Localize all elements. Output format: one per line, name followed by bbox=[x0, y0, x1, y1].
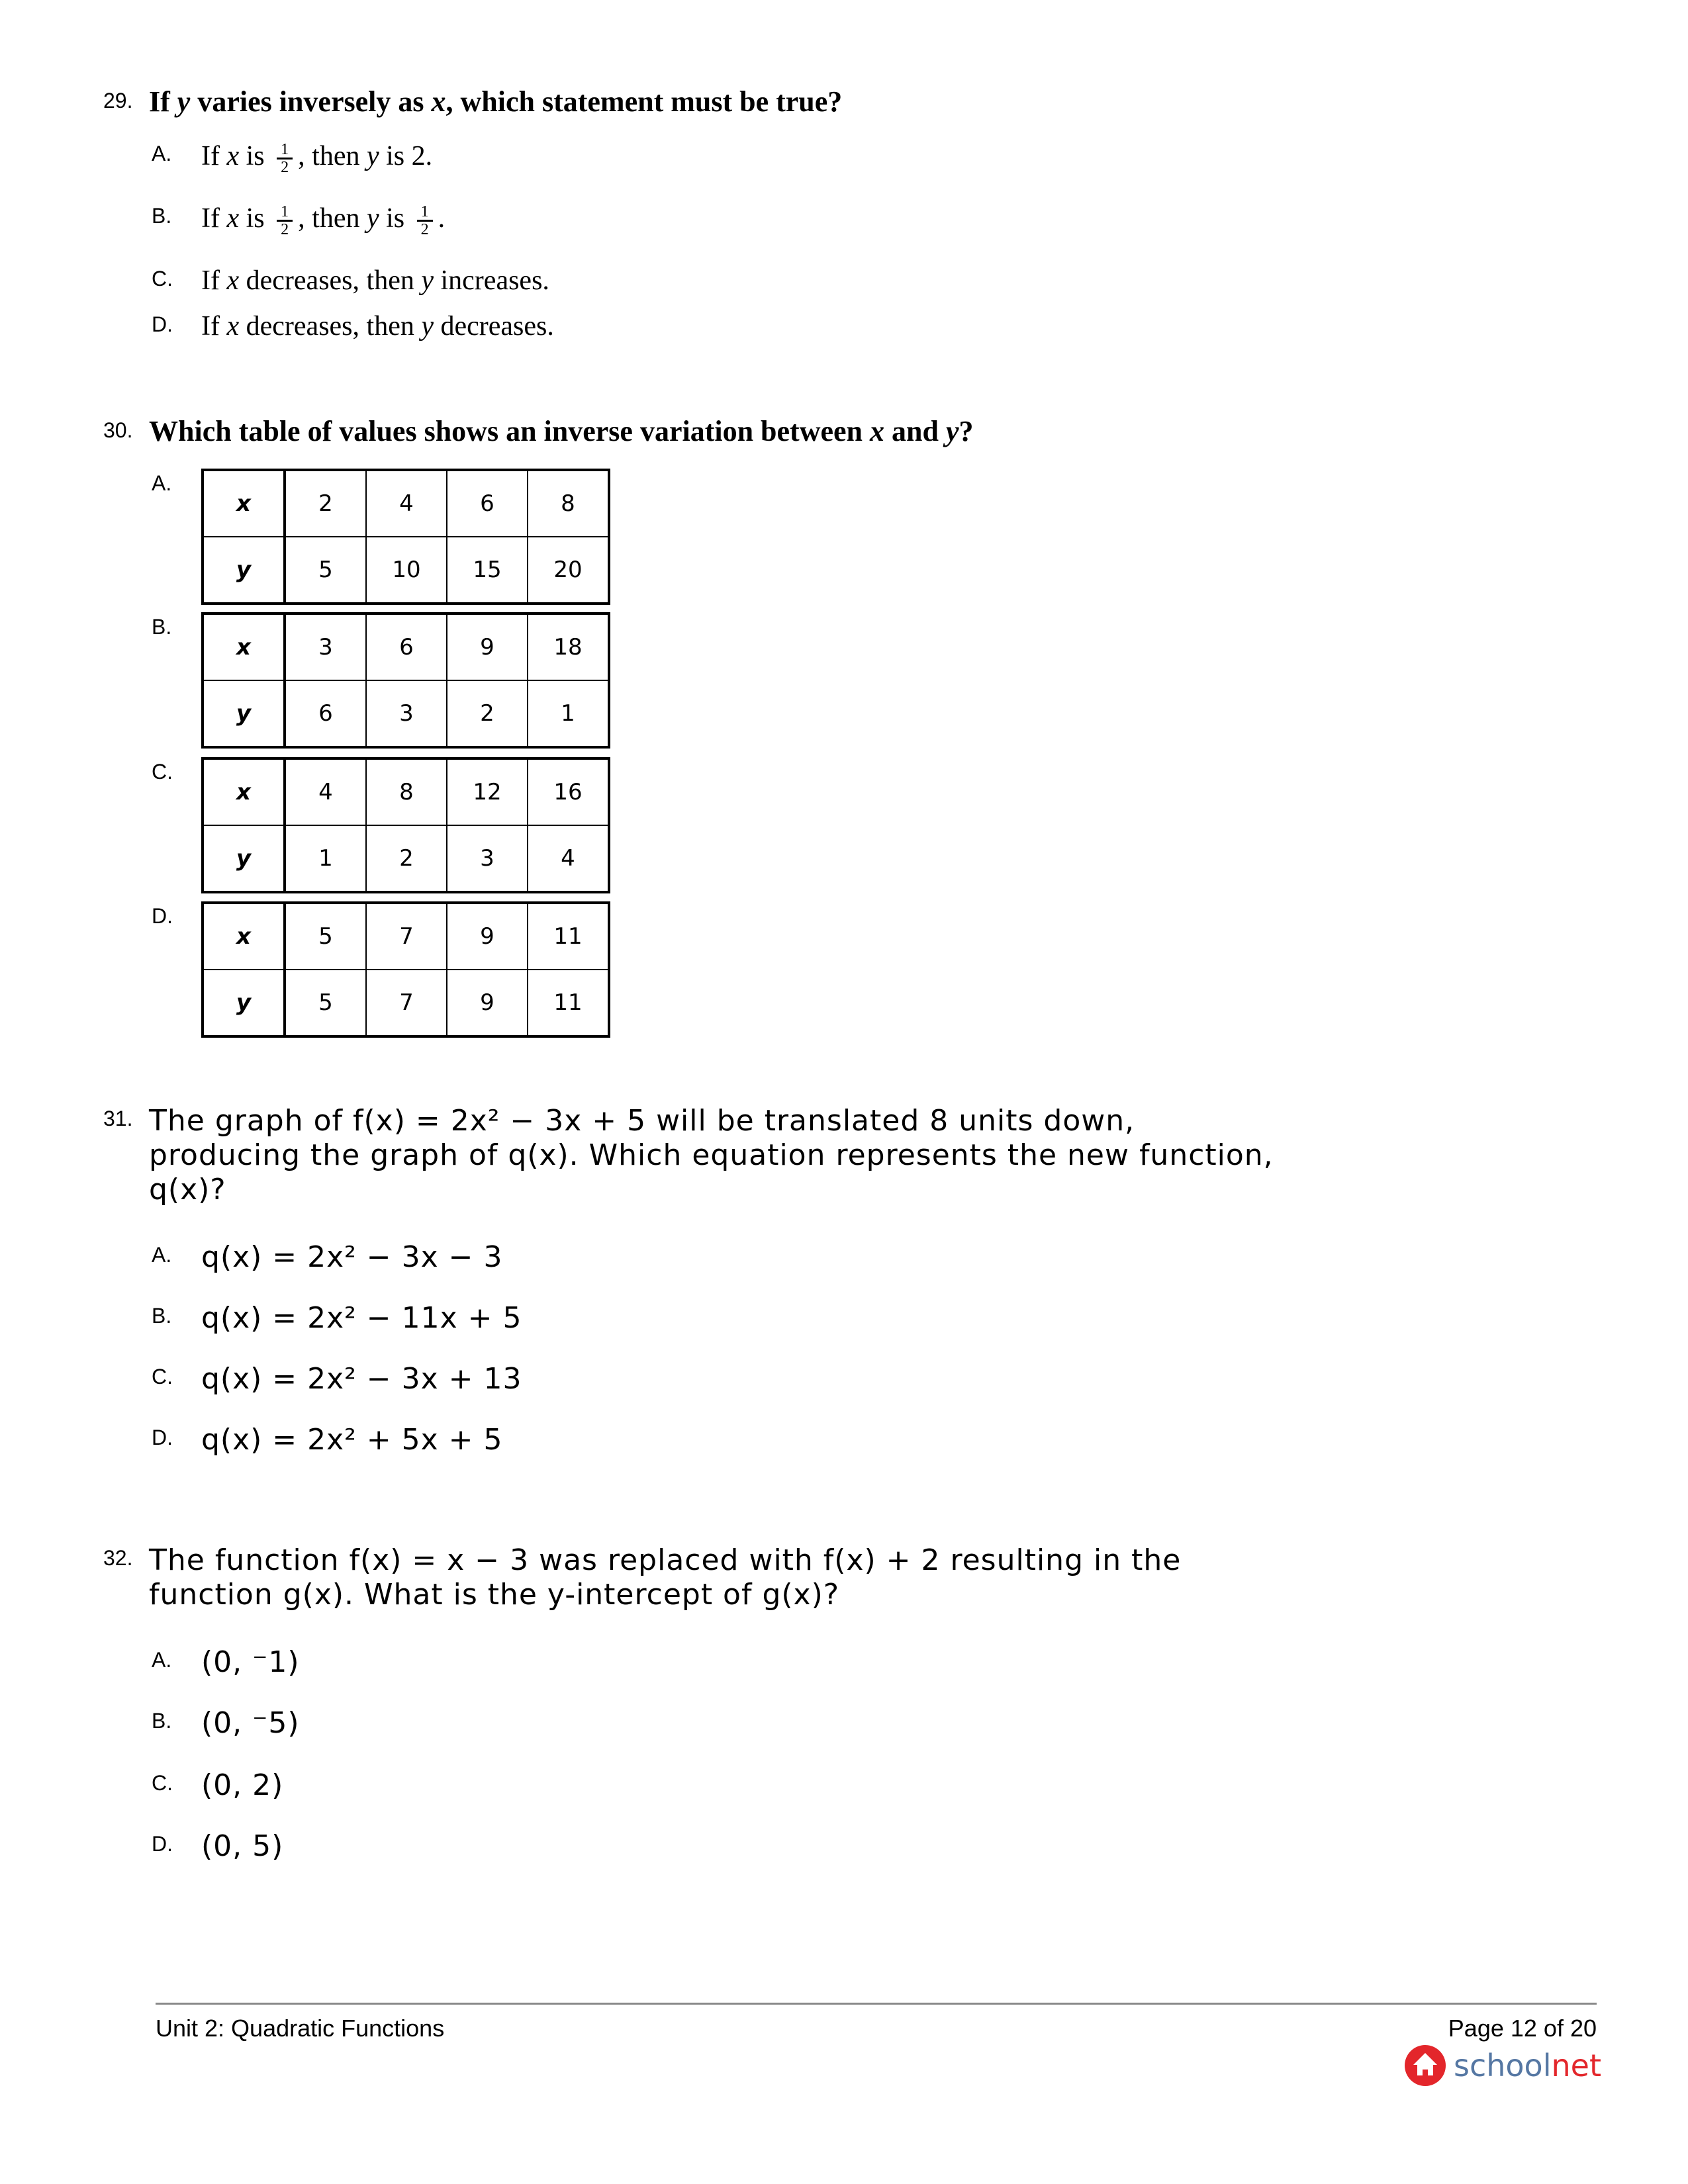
option-c[interactable]: (0, 2) bbox=[201, 1768, 284, 1802]
table-cell: 2 bbox=[366, 825, 447, 892]
table-cell: 5 bbox=[285, 970, 366, 1036]
question-number: 29. bbox=[103, 89, 133, 113]
table-cell: 8 bbox=[528, 470, 609, 537]
option-a[interactable]: (0, ⁻1) bbox=[201, 1645, 300, 1679]
table-cell: 15 bbox=[447, 537, 528, 604]
table-cell: 11 bbox=[528, 903, 609, 970]
option-d[interactable]: (0, 5) bbox=[201, 1829, 284, 1863]
option-d[interactable]: q(x) = 2x² + 5x + 5 bbox=[201, 1423, 503, 1457]
option-letter: A. bbox=[152, 1648, 172, 1672]
table-cell: 12 bbox=[447, 758, 528, 825]
text: varies inversely as bbox=[190, 85, 432, 118]
den: 2 bbox=[420, 220, 429, 238]
var: y bbox=[177, 85, 191, 118]
table-row bbox=[203, 470, 609, 537]
table-cell: 10 bbox=[366, 537, 447, 604]
option-letter: B. bbox=[152, 1304, 172, 1328]
table-cell: 8 bbox=[366, 758, 447, 825]
table-cell: 6 bbox=[366, 614, 447, 680]
question-line: The function f(x) = x − 3 was replaced with f(x) + 2 resulting in the bbox=[149, 1543, 1182, 1577]
table-row bbox=[203, 680, 609, 747]
v: y bbox=[366, 141, 379, 171]
table-cell: 4 bbox=[285, 758, 366, 825]
footer-divider bbox=[156, 2003, 1597, 2005]
option-letter: B. bbox=[152, 615, 172, 639]
option-b[interactable]: (0, ⁻5) bbox=[201, 1706, 300, 1740]
table-cell: 3 bbox=[285, 614, 366, 680]
table-cell: 5 bbox=[285, 537, 366, 604]
t: is 2. bbox=[379, 141, 433, 171]
t: decreases, then bbox=[239, 311, 422, 341]
house-icon bbox=[1403, 2044, 1447, 2087]
v: y bbox=[366, 203, 379, 234]
t: If bbox=[201, 311, 227, 341]
option-d[interactable] bbox=[201, 310, 554, 342]
t: If bbox=[201, 203, 227, 234]
t: . bbox=[438, 203, 445, 234]
num: 1 bbox=[281, 140, 289, 158]
table-cell: 1 bbox=[528, 680, 609, 747]
table-cell: 7 bbox=[366, 903, 447, 970]
table-cell: 1 bbox=[285, 825, 366, 892]
row-header: x bbox=[203, 758, 285, 825]
question-line: q(x)? bbox=[149, 1173, 226, 1206]
v: x bbox=[226, 203, 240, 234]
table-row bbox=[203, 758, 609, 825]
table-row bbox=[203, 903, 609, 970]
option-letter: B. bbox=[152, 204, 172, 228]
row-header: x bbox=[203, 470, 285, 537]
option-letter: B. bbox=[152, 1709, 172, 1733]
question-number: 32. bbox=[103, 1546, 133, 1570]
logo-net: net bbox=[1551, 2048, 1601, 2083]
table-cell: 9 bbox=[447, 614, 528, 680]
t: increases. bbox=[434, 265, 549, 296]
table-cell: 16 bbox=[528, 758, 609, 825]
t: , then bbox=[298, 141, 367, 171]
t: Which table of values shows an inverse variation between bbox=[149, 415, 870, 447]
table-cell: 7 bbox=[366, 970, 447, 1036]
question-line: The graph of f(x) = 2x² − 3x + 5 will be translated 8 units down, bbox=[149, 1104, 1135, 1138]
den: 2 bbox=[281, 158, 289, 176]
row-header: x bbox=[203, 614, 285, 680]
fraction bbox=[277, 142, 293, 175]
table-cell: 3 bbox=[366, 680, 447, 747]
table-cell: 4 bbox=[366, 470, 447, 537]
table-row bbox=[203, 537, 609, 604]
t: and bbox=[884, 415, 946, 447]
schoolnet-logo bbox=[1403, 2044, 1601, 2087]
row-header: y bbox=[203, 537, 285, 604]
table-cell: 3 bbox=[447, 825, 528, 892]
table-row bbox=[203, 970, 609, 1036]
row-header: y bbox=[203, 680, 285, 747]
option-letter: D. bbox=[152, 904, 173, 928]
table-cell: 6 bbox=[447, 470, 528, 537]
option-table-c[interactable] bbox=[201, 757, 610, 893]
row-header: y bbox=[203, 825, 285, 892]
option-letter: C. bbox=[152, 1771, 173, 1795]
option-letter: D. bbox=[152, 312, 173, 336]
option-table-d[interactable] bbox=[201, 901, 610, 1038]
option-c[interactable]: q(x) = 2x² − 3x + 13 bbox=[201, 1362, 522, 1396]
t: If bbox=[201, 141, 227, 171]
num: 1 bbox=[420, 203, 429, 220]
text: , which statement must be true? bbox=[445, 85, 843, 118]
v: y bbox=[945, 415, 959, 447]
option-letter: D. bbox=[152, 1426, 173, 1449]
num: 1 bbox=[281, 203, 289, 220]
option-letter: A. bbox=[152, 1243, 172, 1267]
v: x bbox=[226, 311, 240, 341]
table-cell: 5 bbox=[285, 903, 366, 970]
v: x bbox=[226, 141, 240, 171]
question-number: 31. bbox=[103, 1107, 133, 1130]
option-letter: A. bbox=[152, 142, 172, 165]
table-cell: 2 bbox=[285, 470, 366, 537]
option-b[interactable] bbox=[201, 203, 445, 238]
option-a[interactable]: q(x) = 2x² − 3x − 3 bbox=[201, 1240, 503, 1274]
option-table-a[interactable] bbox=[201, 469, 610, 605]
v: y bbox=[421, 265, 434, 296]
v: x bbox=[226, 265, 240, 296]
option-letter: D. bbox=[152, 1832, 173, 1856]
table-cell: 9 bbox=[447, 970, 528, 1036]
table-cell: 4 bbox=[528, 825, 609, 892]
t: is bbox=[239, 141, 272, 171]
question-line: function g(x). What is the y-intercept of g(x)? bbox=[149, 1578, 840, 1612]
option-letter: A. bbox=[152, 471, 172, 495]
t: is bbox=[239, 203, 272, 234]
fraction bbox=[417, 204, 433, 238]
option-table-b[interactable] bbox=[201, 612, 610, 749]
t: decreases, then bbox=[239, 265, 422, 296]
text: If bbox=[149, 85, 177, 118]
option-letter: C. bbox=[152, 267, 173, 291]
option-c[interactable] bbox=[201, 265, 549, 296]
table-cell: 2 bbox=[447, 680, 528, 747]
option-letter: C. bbox=[152, 1365, 173, 1388]
t: decreases. bbox=[434, 311, 554, 341]
table-cell: 9 bbox=[447, 903, 528, 970]
question-text bbox=[149, 414, 973, 448]
option-b[interactable]: q(x) = 2x² − 11x + 5 bbox=[201, 1301, 522, 1335]
den: 2 bbox=[281, 220, 289, 238]
table-cell: 6 bbox=[285, 680, 366, 747]
table-row bbox=[203, 825, 609, 892]
t: ? bbox=[959, 415, 974, 447]
table-row bbox=[203, 614, 609, 680]
t: , then bbox=[298, 203, 367, 234]
t: If bbox=[201, 265, 227, 296]
footer-unit: Unit 2: Quadratic Functions bbox=[156, 2015, 445, 2042]
option-a[interactable] bbox=[201, 140, 432, 175]
fraction bbox=[277, 204, 293, 238]
question-text bbox=[149, 85, 842, 118]
v: y bbox=[421, 311, 434, 341]
row-header: y bbox=[203, 970, 285, 1036]
row-header: x bbox=[203, 903, 285, 970]
question-number: 30. bbox=[103, 418, 133, 442]
table-cell: 20 bbox=[528, 537, 609, 604]
t: is bbox=[379, 203, 412, 234]
table-cell: 11 bbox=[528, 970, 609, 1036]
question-line: producing the graph of q(x). Which equation represents the new function, bbox=[149, 1138, 1274, 1172]
footer-page: Page 12 of 20 bbox=[1448, 2015, 1597, 2042]
var: x bbox=[431, 85, 446, 118]
v: x bbox=[870, 415, 884, 447]
table-cell: 18 bbox=[528, 614, 609, 680]
option-letter: C. bbox=[152, 760, 173, 784]
logo-school: school bbox=[1454, 2048, 1552, 2083]
